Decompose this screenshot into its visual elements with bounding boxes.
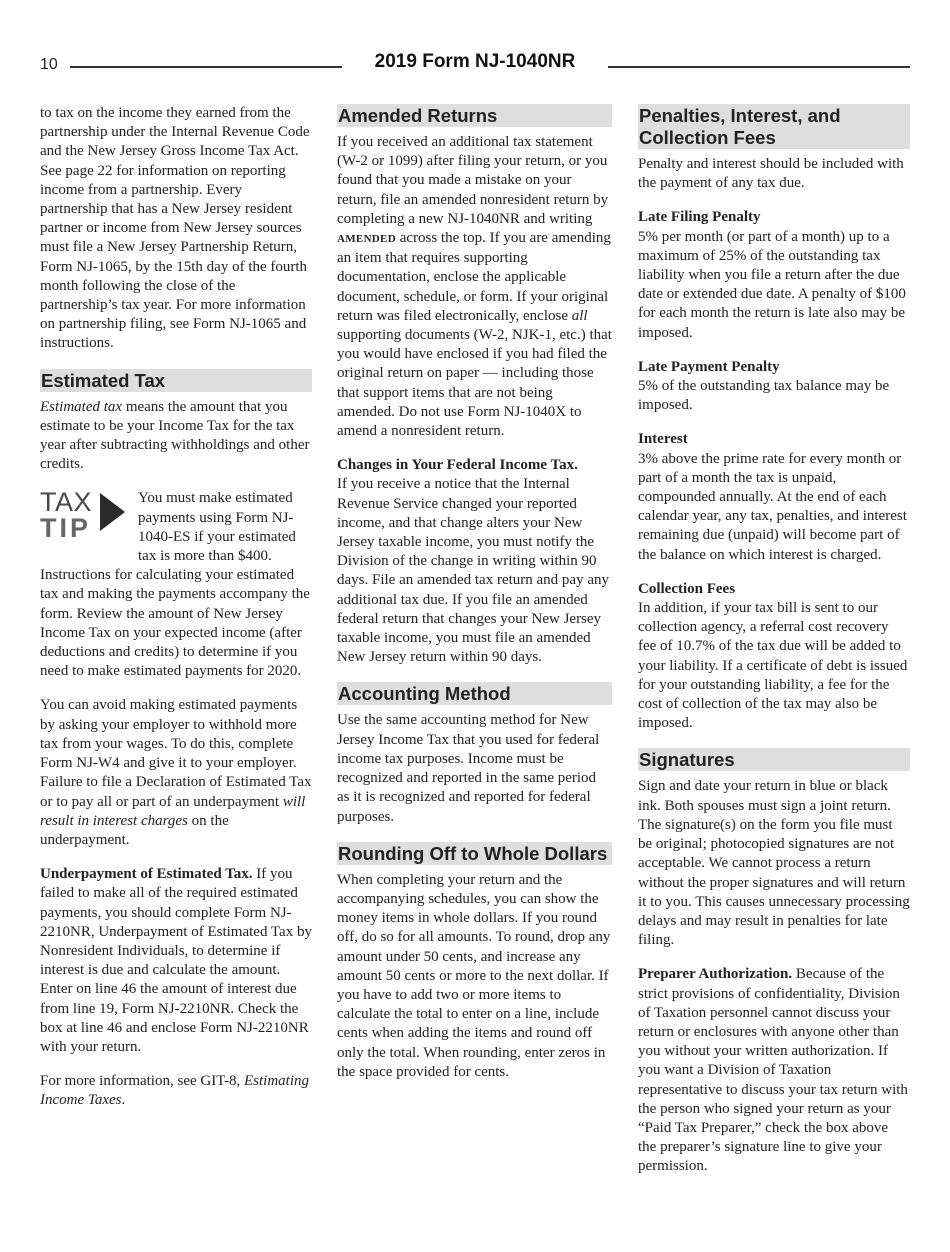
tax-tip-word-tax: TAX xyxy=(40,487,93,518)
more-info-text-b: . xyxy=(121,1092,126,1109)
federal-changes-paragraph xyxy=(337,456,612,667)
tax-tip-paragraph xyxy=(40,489,312,681)
avoid-estimated-payments-paragraph xyxy=(40,696,312,850)
amended-returns-paragraph xyxy=(337,133,612,441)
tax-tip-word-tip: TIP xyxy=(40,513,92,544)
signatures-heading: Signatures xyxy=(638,748,910,771)
federal-changes-text: If you receive a notice that the Internal Revenue Service changed your reported income, and that change alters your New Jersey taxable income, you must notify the Division of the change in writing within 90 days. File an amended tax return and pay any additional tax due. If you file an amended federal return that changes your New Jersey taxable income, you must file an amended New Jersey return within 90 days. xyxy=(337,476,609,666)
rounding-heading: Rounding Off to Whole Dollars xyxy=(337,842,612,865)
underpayment-heading: Underpayment of Estimated Tax. xyxy=(40,866,253,883)
underpayment-paragraph xyxy=(40,865,312,1057)
preparer-authorization-text: Because of the strict provisions of confidentiality, Division of Taxation personnel cannot discuss your return or enclosures with anyone other than you without your written authorization. If you want a Division of Taxation representative to discuss your tax return with the person who signed your return as your “Paid Tax Preparer,” check the box above the preparer’s signature line to give your permission. xyxy=(638,966,908,1175)
amended-text-c: supporting documents (W-2, NJK-1, etc.) that you would have enclosed if you had filed the original return on paper — including those that support items that are not being amended. Do not use Form NJ-1040X to amend a nonresident return. xyxy=(337,327,612,440)
tax-tip-icon xyxy=(40,489,132,549)
estimated-tax-definition xyxy=(40,398,312,475)
collection-fees-paragraph xyxy=(638,580,910,734)
avoid-text-emphasis: will result in interest charges xyxy=(40,793,306,829)
more-info-publication: Estimating Income Taxes xyxy=(40,1073,310,1109)
more-info-text-a: For more information, see GIT-8, xyxy=(40,1073,244,1090)
interest-paragraph xyxy=(638,430,910,564)
tax-tip-text: You must make estimated payments using Form NJ-1040-ES if your estimated tax is more than $400. Instructions for calculating your estimated tax and making the payments accompany the form. Review the amount of New Jersey Income Tax on your expected income (after deductions and credits) to determine if you need to make estimated payments for 2020. xyxy=(40,490,310,680)
estimated-tax-definition-text: means the amount that you estimate to be your Income Tax for the tax year after subtracting withholdings and other credits. xyxy=(40,398,310,473)
federal-changes-heading: Changes in Your Federal Income Tax. xyxy=(337,457,578,474)
late-payment-paragraph xyxy=(638,358,910,416)
avoid-text-b: on the underpayment. xyxy=(40,812,229,848)
header-rule-right xyxy=(608,66,910,68)
interest-text: 3% above the prime rate for every month or part of a month the tax is unpaid, compounded annually. At the end of each calendar year, any tax, penalties, and interest remaining due (unpaid) will become part of the balance on which interest is charged. xyxy=(638,450,907,563)
header-rule-left xyxy=(70,66,342,68)
interest-heading: Interest xyxy=(638,431,688,448)
signatures-paragraph: Sign and date your return in blue or black ink. Both spouses must sign a joint return. The signature(s) on the form you file must be original; photocopied signatures are not acceptable. We cannot process a return without the proper signatures and will return it to you. This causes unnecessary processing delays and may result in penalties for late filing. xyxy=(638,778,910,949)
rounding-paragraph: When completing your return and the accompanying schedules, you can show the money items in whole dollars. If you round off, do so for all amounts. To round, drop any amount under 50 cents, and increase any amount 50 cents or more to the next dollar. If you have to add two or more items to calculate the total to enter on a line, include cents when adding the items and round off only the total. When rounding, enter zeros in the space provided for cents. xyxy=(337,871,611,1080)
amended-keyword: AMENDED xyxy=(337,233,396,246)
late-filing-paragraph xyxy=(638,208,910,342)
late-payment-text: 5% of the outstanding tax balance may be imposed. xyxy=(638,378,890,414)
late-filing-heading: Late Filing Penalty xyxy=(638,209,761,226)
underpayment-text: If you failed to make all of the required estimated payments, you should complete Form NJ-2210NR, Underpayment of Estimated Tax by Nonresident Individuals, to determine if interest is due and calculate the amount. Enter on line 46 the amount of interest due from line 19, Form NJ-2210NR. Check the box at line 46 and enclose Form NJ-2210NR with your return. xyxy=(40,866,312,1055)
accounting-method-heading: Accounting Method xyxy=(337,682,612,705)
amended-returns-heading: Amended Returns xyxy=(337,104,612,127)
amended-text-a: If you received an additional tax statement (W-2 or 1099) after filing your return, or you found that you made a mistake on your return, file an amended nonresident return by completing a new NJ-1040NR and writing xyxy=(337,134,609,227)
preparer-authorization-heading: Preparer Authorization. xyxy=(638,966,793,983)
more-information-paragraph xyxy=(40,1072,312,1110)
collection-fees-heading: Collection Fees xyxy=(638,580,736,597)
accounting-method-paragraph: Use the same accounting method for New Jersey Income Tax that you used for federal income tax purposes. Income must be recognized and reported in the same period as it is recognized and reported for federal purposes. xyxy=(337,712,600,825)
late-payment-heading: Late Payment Penalty xyxy=(638,358,780,375)
amended-text-b: across the top. If you are amending an item that requires supporting documentation, enclose the applicable document, schedule, or form. If your original return was filed electronically, enclose xyxy=(337,230,611,324)
column-middle xyxy=(337,104,612,1082)
form-title: 2019 Form NJ-1040NR xyxy=(374,51,576,72)
page-number: 10 xyxy=(40,56,58,73)
preparer-authorization-paragraph xyxy=(638,965,910,1176)
amended-text-emphasis: all xyxy=(571,307,588,324)
column-right xyxy=(638,104,910,1177)
partnership-continued-paragraph: to tax on the income they earned from the partnership under the Internal Revenue Code and the New Jersey Gross Income Tax Act. See page 22 for information on reporting income from a partnership. Every partnership that has a New Jersey resident partner or income from New Jersey sources must file a New Jersey Partnership Return, Form NJ-1065, by the 15th day of the fourth month following the close of the partnership’s tax year. For more information on partnership filing, see Form NJ-1065 and instructions. xyxy=(40,105,310,352)
avoid-text-a: You can avoid making estimated payments by asking your employer to withhold more tax from your wages. To do this, complete Form NJ-W4 and give it to your employer. Failure to file a Declaration of Estimated Tax or to pay all or part of an underpayment xyxy=(40,697,312,810)
estimated-tax-term: Estimated tax xyxy=(40,398,123,415)
collection-fees-text: In addition, if your tax bill is sent to our collection agency, a referral cost recovery fee of 10.7% of the tax due will be added to your liability. If a certificate of debt is issued for your outstanding liability, a fee for the cost of collection of the tax may also be imposed. xyxy=(638,600,908,732)
late-filing-text: 5% per month (or part of a month) up to a maximum of 25% of the outstanding tax liability when you file a return after the due date or extended due date. A penalty of $100 for each month the return is late also may be imposed. xyxy=(638,228,906,341)
penalties-intro: Penalty and interest should be included with the payment of any tax due. xyxy=(638,156,904,192)
column-left xyxy=(40,104,312,1111)
estimated-tax-heading: Estimated Tax xyxy=(40,369,312,392)
arrow-right-icon xyxy=(100,493,125,531)
penalties-heading: Penalties, Interest, and Collection Fees xyxy=(638,104,910,149)
